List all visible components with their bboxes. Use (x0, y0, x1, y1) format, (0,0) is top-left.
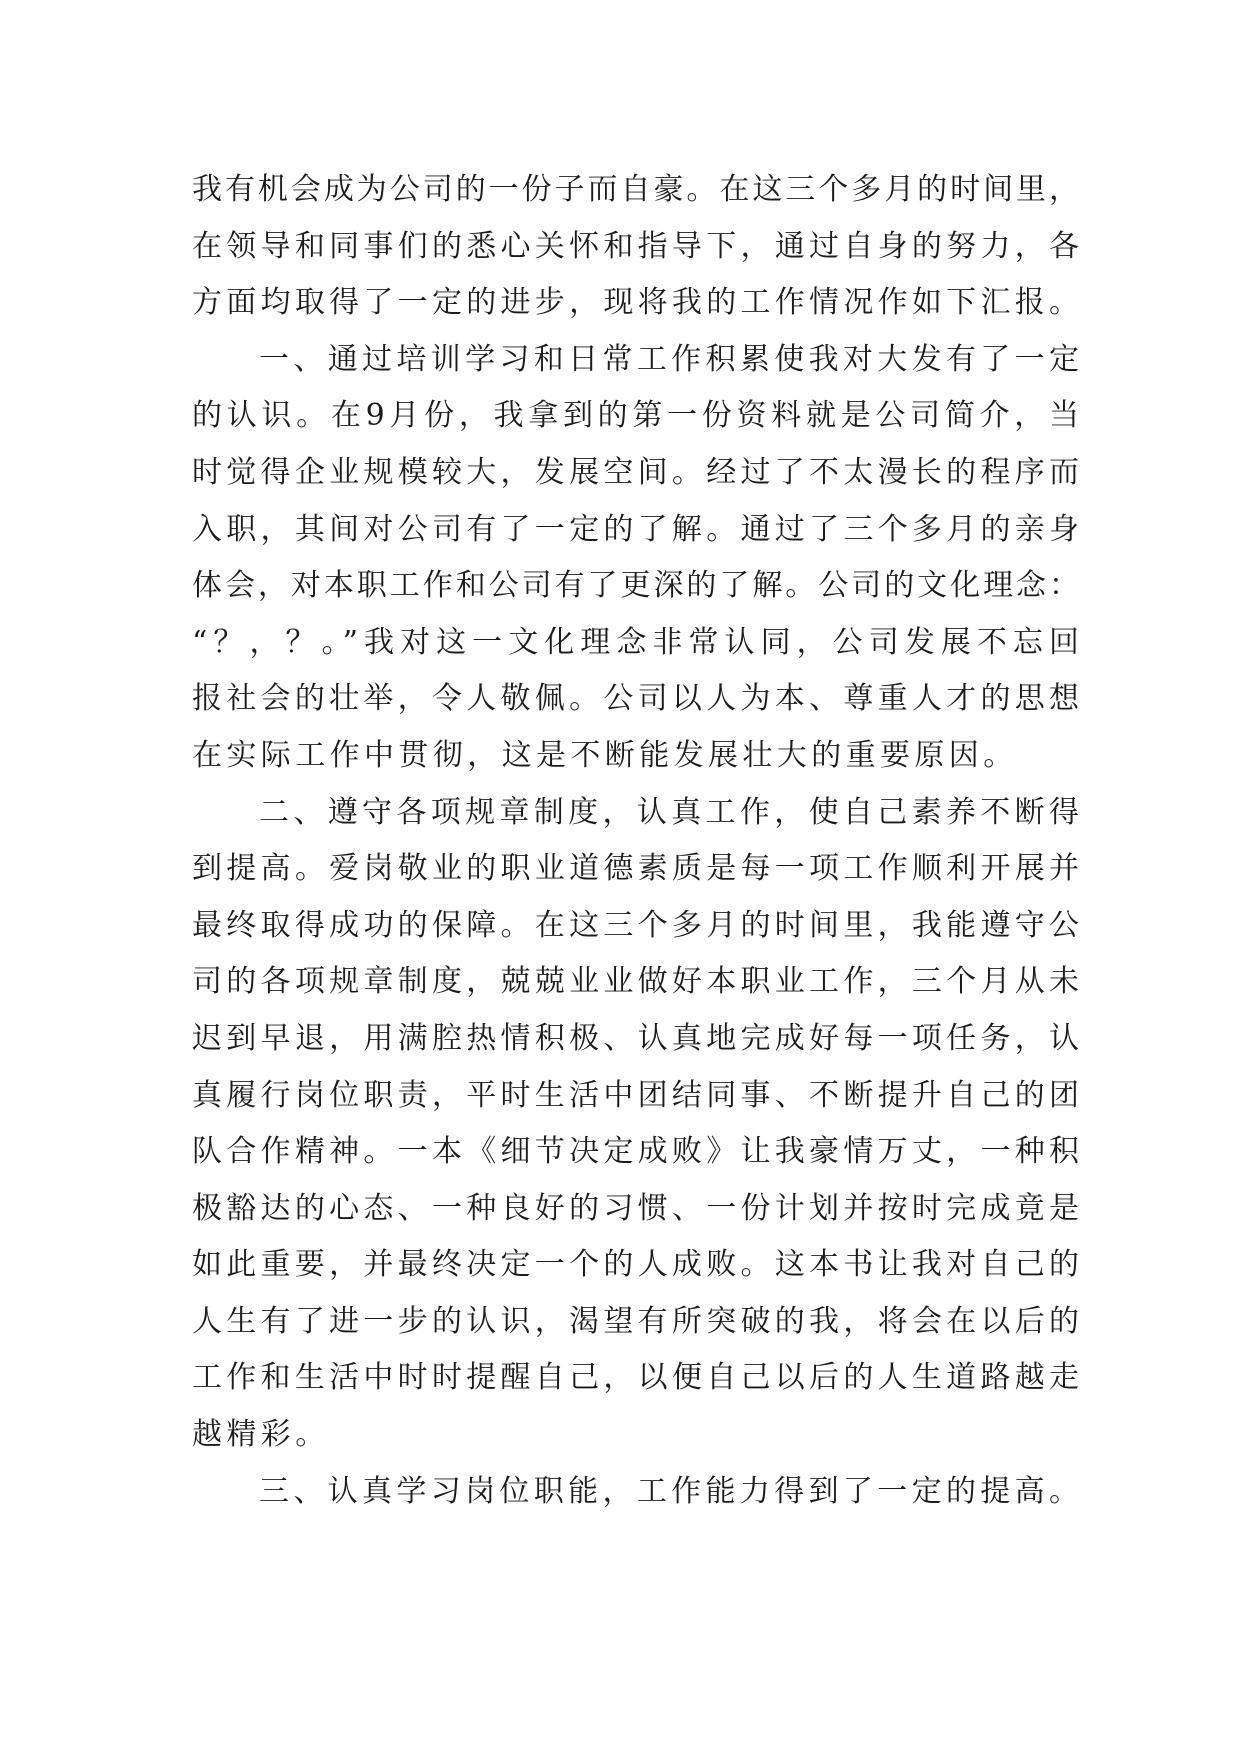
text-line: 最终取得成功的保障。在这三个多月的时间里，我能遵守公 (192, 907, 1080, 943)
text-line: 一、通过培训学习和日常工作积累使我对大发有了一定 (259, 341, 1080, 377)
text-line: 极豁达的心态、一种良好的习惯、一份计划并按时完成竟是 (192, 1190, 1080, 1226)
text-line: 三、认真学习岗位职能，工作能力得到了一定的提高。 (259, 1473, 1080, 1509)
text-line: 越精彩。 (192, 1417, 330, 1453)
text-line: 人生有了进一步的认识，渴望有所突破的我，将会在以后的 (192, 1303, 1080, 1339)
text-line: 时觉得企业规模较大，发展空间。经过了不太漫长的程序而 (192, 454, 1080, 490)
text-line: 报社会的壮举，令人敬佩。公司以人为本、尊重人才的思想 (192, 681, 1080, 717)
text-line: 在领导和同事们的悉心关怀和指导下，通过自身的努力，各 (192, 228, 1080, 264)
text-line: 司的各项规章制度，兢兢业业做好本职业工作，三个月从未 (192, 964, 1080, 1000)
text-line: 迟到早退，用满腔热情积极、认真地完成好每一项任务，认 (192, 1020, 1080, 1056)
document-body (192, 162, 1080, 1520)
paragraph (192, 1464, 1080, 1521)
paragraph (192, 162, 1080, 332)
text-line: 队合作精神。一本《细节决定成败》让我豪情万丈，一种积 (192, 1134, 1080, 1170)
text-line: 真履行岗位职责，平时生活中团结同事、不断提升自己的团 (192, 1077, 1080, 1113)
text-line: 如此重要，并最终决定一个的人成败。这本书让我对自己的 (192, 1247, 1080, 1283)
text-line: “？，？。”我对这一文化理念非常认同，公司发展不忘回 (192, 624, 1080, 660)
text-line: 方面均取得了一定的进步，现将我的工作情况作如下汇报。 (192, 285, 1080, 321)
text-line: 工作和生活中时时提醒自己，以便自己以后的人生道路越走 (192, 1360, 1080, 1396)
text-line: 我有机会成为公司的一份子而自豪。在这三个多月的时间里， (192, 172, 1080, 207)
text-line: 体会，对本职工作和公司有了更深的了解。公司的文化理念： (192, 568, 1080, 604)
paragraph (192, 332, 1080, 785)
text-line: 二、遵守各项规章制度，认真工作，使自己素养不断得 (259, 794, 1080, 830)
text-line: 到提高。爱岗敬业的职业道德素质是每一项工作顺利开展并 (192, 851, 1080, 887)
text-line: 在实际工作中贯彻，这是不断能发展壮大的重要原因。 (192, 737, 1018, 773)
text-line: 入职，其间对公司有了一定的了解。通过了三个多月的亲身 (192, 511, 1080, 547)
text-line: 的认识。在9月份，我拿到的第一份资料就是公司简介，当 (192, 398, 1080, 434)
paragraph (192, 785, 1080, 1464)
